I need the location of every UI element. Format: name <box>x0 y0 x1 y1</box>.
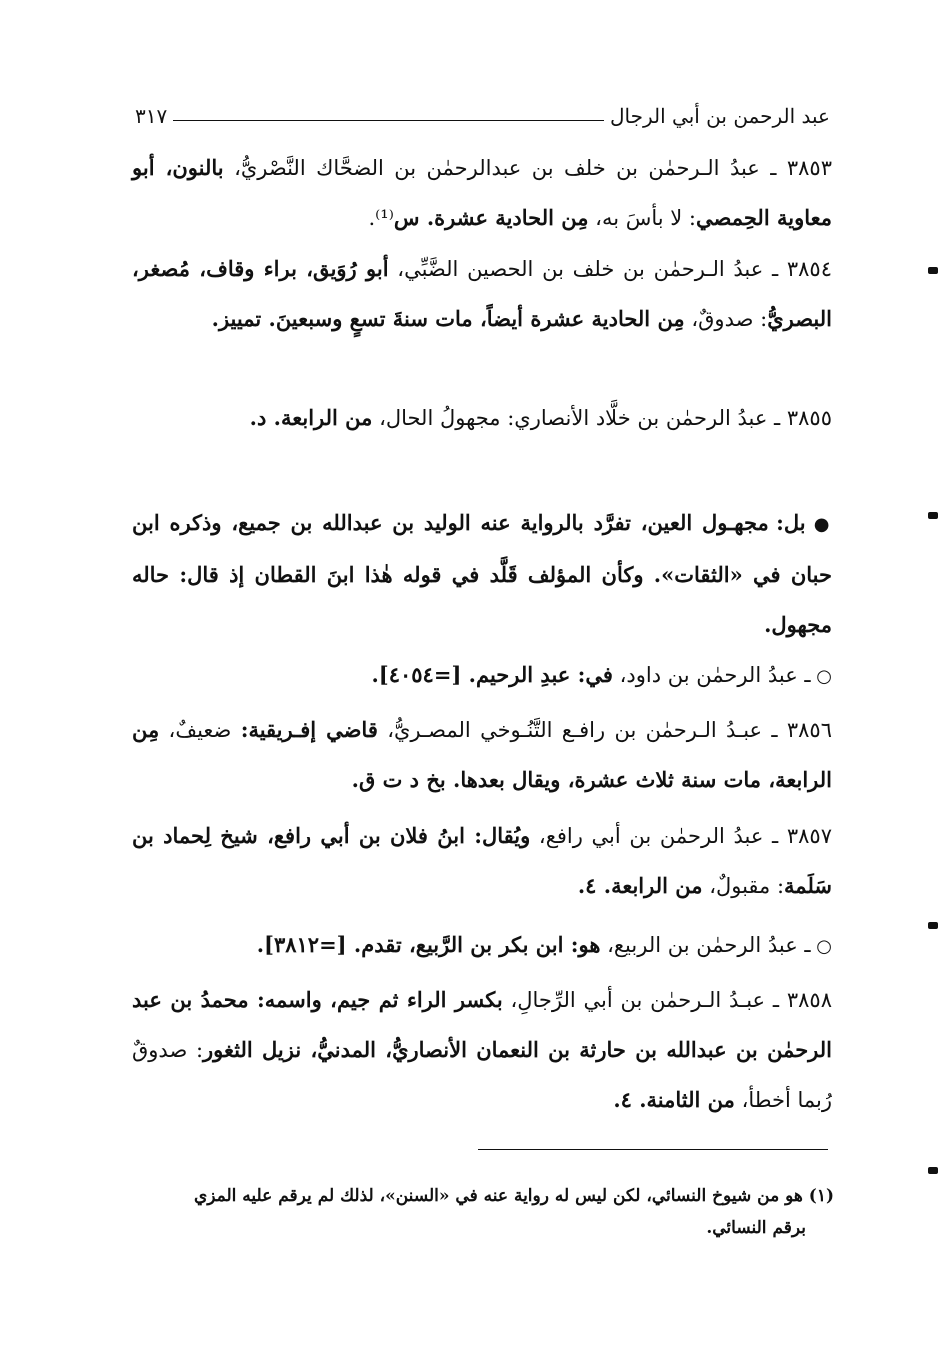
entry-3855 <box>132 393 832 443</box>
entry-text-bold: مِن الرابعة، مات سنة ثلاث عشرة، ويقال بعدها. بخ د ت ق. <box>132 717 832 792</box>
entry-text-bold: من الرابعة. د. <box>249 405 373 430</box>
entry-3857 <box>132 811 832 911</box>
entry-text-bold: من الرابعة. ٤. <box>577 873 703 898</box>
margin-mark <box>928 922 938 929</box>
entry-text: ـ عبدُ الرحمٰن بن الربيع، <box>600 933 811 957</box>
entry-text-bold: مِن الحادية عشرة أيضاً، مات سنةَ تسعٍ وسبعينَ. تمييز. <box>211 306 685 331</box>
entry-text-bold: قاضي إفـريقية: <box>240 717 378 742</box>
entry-text: ٣٨٥٥ ـ عبدُ الرحمٰن بن خلَّاد الأنصاري: مجهولُ الحال، <box>372 406 832 430</box>
header-title: عبد الرحمن بن أبي الرجال <box>610 104 830 128</box>
cross-reference-entry <box>132 920 832 972</box>
entry-text: : صدوقٌ رُبما أخطأ، <box>132 1038 832 1112</box>
margin-mark <box>928 267 938 274</box>
entry-text-bold: من الثامنة. ٤. <box>613 1087 735 1112</box>
entry-text: ضعيفٌ، <box>159 718 241 742</box>
entry-text: ٣٨٥٨ ـ عبـدُ الـرحمٰن بن أبي الرِّجالِ، <box>502 988 832 1012</box>
entry-3856 <box>132 705 832 805</box>
entry-marker: ○ <box>810 936 832 957</box>
entry-marker: ● <box>805 514 832 535</box>
footnote <box>132 1180 834 1244</box>
footnote-rule <box>478 1149 828 1150</box>
page-number: ٣١٧ <box>135 104 168 128</box>
entry-text: ٣٨٥٧ ـ عبدُ الرحمٰن بن أبي رافع، <box>530 824 832 848</box>
entry-text: ⁽¹⁾. <box>368 206 394 230</box>
entry-3858 <box>132 975 832 1125</box>
entry-text: ـ عبدُ الرحمٰن بن داود، <box>612 663 811 687</box>
entry-text: ٣٨٥٣ ـ عبدُ الـرحمٰن بن خلف بن عبدالرحمٰن بن الضحَّاك النَّصْريُّ، <box>223 156 832 180</box>
entry-text-bold: بل: مجهـول العين، تفرَّد بالرواية عنه الوليد بن عبدالله بن جميع، وذكره ابن حبان في «الثقات». وكأن المؤلف قَلَّد في قوله هٰذا ابنَ القطان إذ قال: حاله مجهول. <box>132 510 832 637</box>
entry-text: : صدوقٌ، <box>684 307 768 331</box>
entry-text-bold: بكسر الراء ثم جيم، واسمه: محمدُ بن عبد الرحمٰن بن عبدالله بن حارثة بن النعمان الأنصاريُّ، المدنيُّ، نزيل الثغور <box>132 987 832 1062</box>
entry-text-bold: ويُقال: ابنُ فلان بن أبي رافع، شيخ لِحماد بن سَلَمة <box>132 823 832 898</box>
entry-text-bold: مِن الحادية عشرة. س <box>393 205 589 230</box>
margin-mark <box>928 512 938 519</box>
editor-comment <box>132 498 832 650</box>
entry-text-bold: بالنون، أبو معاوية الحِمصي <box>132 155 832 230</box>
entry-3853 <box>132 143 832 243</box>
footnote-line: (١) هو من شيوخ النسائي، لكن ليس له رواية عنه في «السنن»، لذلك لم يرقم عليه المزي <box>193 1186 834 1206</box>
running-header <box>135 92 830 128</box>
header-rule <box>173 120 604 121</box>
entry-text-bold: هو: ابن بكر بن الرَّبيع، تقدم. [=٣٨١٢]. <box>256 932 601 957</box>
entry-text-bold: أبو رُوَيق، براء وقاف، مُصغر، البصريُّ <box>132 256 832 331</box>
entry-text: : لا بأسَ به، <box>588 206 697 230</box>
cross-reference-entry <box>132 650 832 702</box>
footnote-line: برقم النسائي. <box>706 1218 806 1238</box>
entry-text: : مقبولٌ، <box>702 874 785 898</box>
entry-text: ٣٨٥٤ ـ عبدُ الـرحمٰن بن خلف بن الحصين الضَّبِّي، <box>388 257 832 281</box>
entry-text-bold: في: عبدِ الرحيم. [=٤٠٥٤]. <box>371 662 613 687</box>
entry-marker: ○ <box>810 666 832 687</box>
entry-text: ٣٨٥٦ ـ عبـدُ الـرحمٰن بن رافـع التَّنُـوخي المصـريُّ، <box>377 718 832 742</box>
margin-mark <box>928 1167 938 1174</box>
entry-3854 <box>132 244 832 344</box>
